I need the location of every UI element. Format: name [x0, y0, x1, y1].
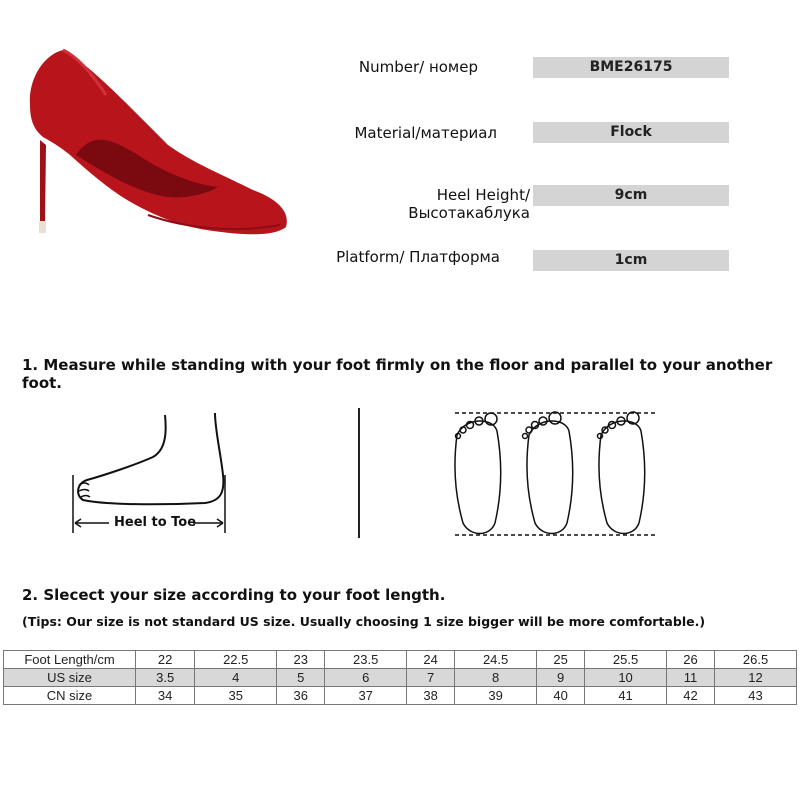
- size-tip: (Tips: Our size is not standard US size. Usually choosing 1 size bigger will be more comfortable.): [22, 614, 706, 629]
- table-cell: 22: [136, 651, 195, 669]
- size-chart-table: [3, 650, 797, 705]
- table-cell: 42: [666, 687, 714, 705]
- table-cell: 12: [715, 669, 797, 687]
- table-cell: 41: [585, 687, 667, 705]
- spec-value-material: Flock: [533, 122, 729, 143]
- table-row: [4, 669, 797, 687]
- spec-label-heel-height: Heel Height/Высотакаблука: [408, 186, 530, 222]
- table-cell: 9: [537, 669, 585, 687]
- table-cell: 4: [195, 669, 277, 687]
- table-cell: 5: [277, 669, 325, 687]
- spec-label-platform: Platform/ Платформа: [336, 248, 500, 266]
- table-cell: 10: [585, 669, 667, 687]
- measure-instruction: 1. Measure while standing with your foot firmly on the floor and parallel to your another foot.: [22, 356, 773, 392]
- table-cell: 40: [537, 687, 585, 705]
- spec-label-number: Number/ номер: [358, 58, 478, 76]
- table-cell: 6: [325, 669, 407, 687]
- table-cell: 23: [277, 651, 325, 669]
- table-cell: 11: [666, 669, 714, 687]
- table-cell: 39: [455, 687, 537, 705]
- row-header: US size: [4, 669, 136, 687]
- heel-to-toe-label: Heel to Toe: [114, 515, 197, 530]
- spec-value-heel-height: 9cm: [533, 185, 729, 206]
- table-cell: 24: [407, 651, 455, 669]
- table-cell: 26: [666, 651, 714, 669]
- feet-top-view-illustration: [445, 405, 665, 545]
- product-shoe-image: [18, 45, 293, 245]
- table-cell: 43: [715, 687, 797, 705]
- row-header: CN size: [4, 687, 136, 705]
- table-cell: 36: [277, 687, 325, 705]
- table-cell: 25.5: [585, 651, 667, 669]
- table-cell: 35: [195, 687, 277, 705]
- table-cell: 37: [325, 687, 407, 705]
- select-size-instruction: 2. Slecect your size according to your foot length.: [22, 586, 446, 604]
- spec-label-material: Material/материал: [354, 124, 497, 142]
- table-cell: 34: [136, 687, 195, 705]
- row-header: Foot Length/cm: [4, 651, 136, 669]
- table-cell: 38: [407, 687, 455, 705]
- table-cell: 23.5: [325, 651, 407, 669]
- table-cell: 25: [537, 651, 585, 669]
- table-cell: 3.5: [136, 669, 195, 687]
- table-cell: 22.5: [195, 651, 277, 669]
- table-cell: 8: [455, 669, 537, 687]
- table-cell: 24.5: [455, 651, 537, 669]
- table-cell: 26.5: [715, 651, 797, 669]
- table-cell: 7: [407, 669, 455, 687]
- spec-value-platform: 1cm: [533, 250, 729, 271]
- table-row: [4, 687, 797, 705]
- table-row: [4, 651, 797, 669]
- spec-value-number: BME26175: [533, 57, 729, 78]
- divider: [358, 408, 360, 538]
